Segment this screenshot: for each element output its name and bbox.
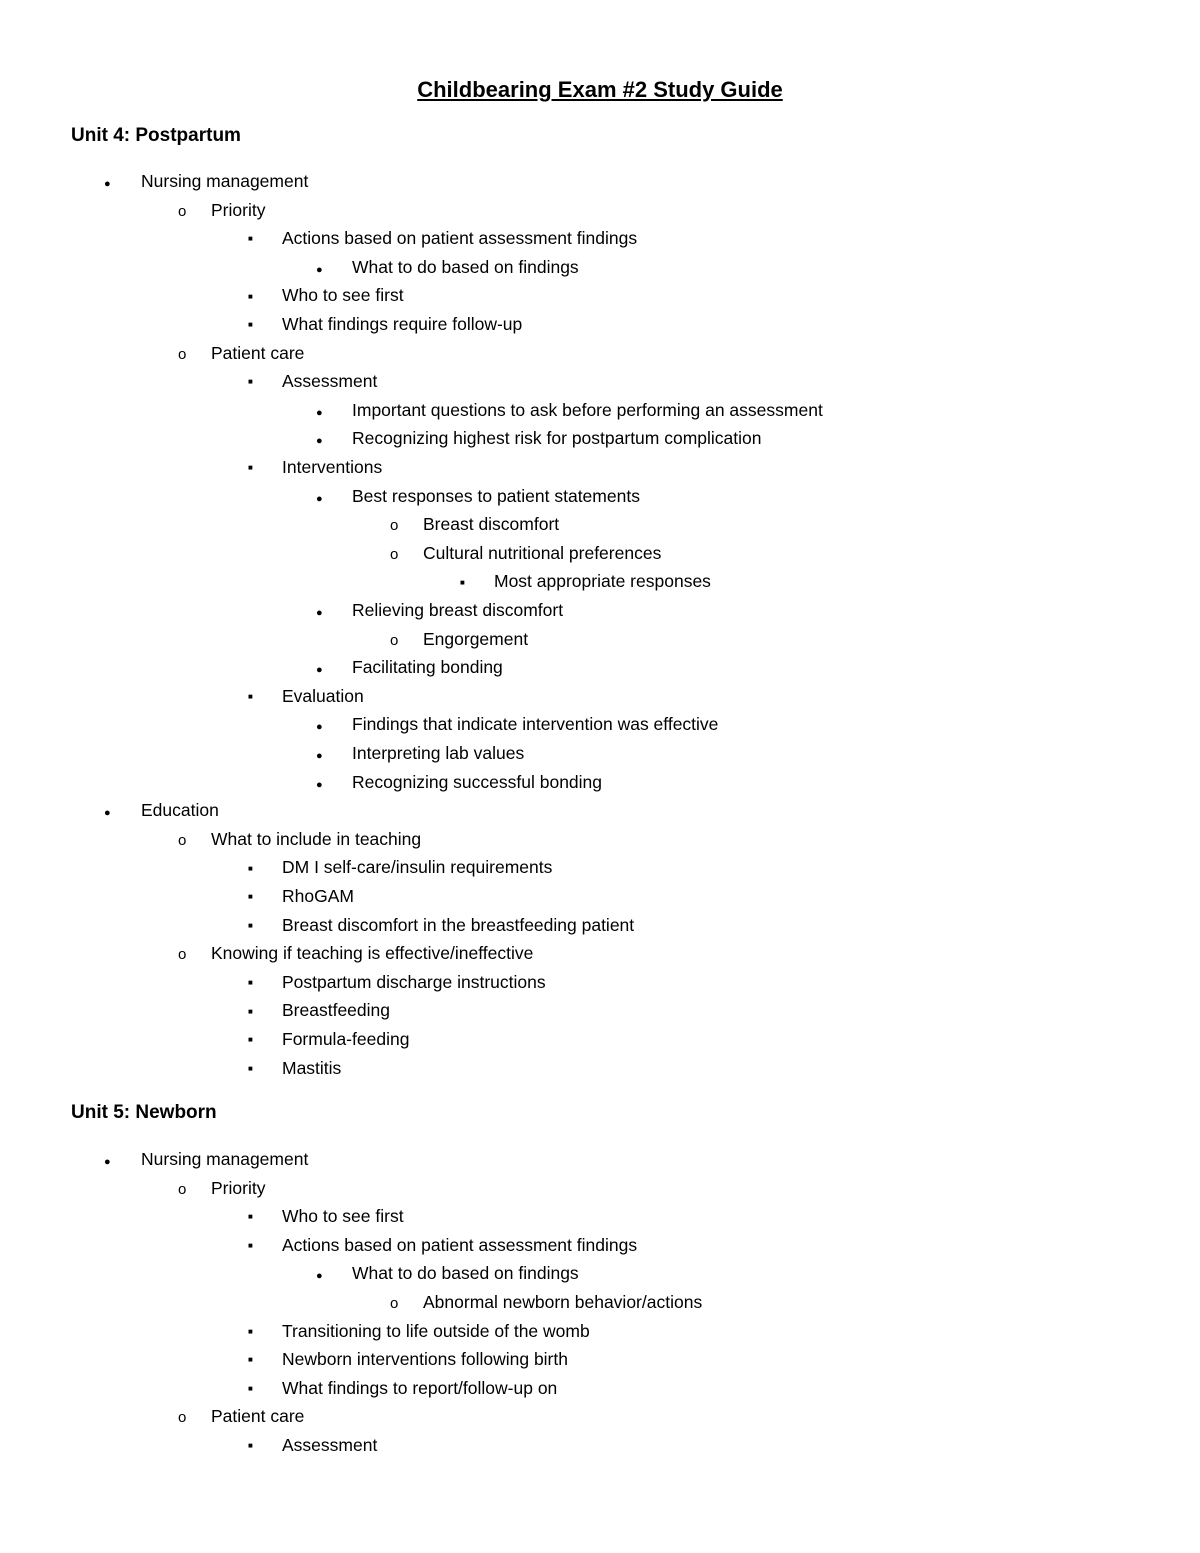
list-bullet-icon: [248, 1431, 253, 1461]
list-item: RhoGAM: [282, 886, 354, 906]
list-bullet-icon: [248, 1054, 253, 1084]
list-bullet-icon: [390, 625, 398, 656]
list-item: What to do based on findings: [352, 256, 579, 277]
list-item: Interventions: [282, 457, 383, 477]
list-item: Breastfeeding: [282, 1000, 390, 1021]
list-item: What to do based on findings: [352, 1263, 579, 1284]
list-item: Important questions to ask before performing an assessment: [352, 399, 823, 420]
list-bullet-icon: [248, 996, 253, 1026]
list-bullet-icon: [316, 596, 323, 628]
list-item: Nursing management: [141, 1149, 309, 1169]
list-bullet-icon: [178, 1402, 186, 1433]
list-item: Recognizing highest risk for postpartum complication: [352, 428, 762, 449]
list-item: Formula-feeding: [282, 1029, 410, 1049]
list-bullet-icon: [316, 253, 323, 285]
list-bullet-icon: [178, 939, 186, 970]
list-bullet-icon: [248, 281, 253, 311]
list-item: Interpreting lab values: [352, 743, 525, 763]
list-item: Engorgement: [423, 628, 529, 649]
list-bullet-icon: [316, 768, 323, 800]
list-item: Facilitating bonding: [352, 657, 503, 678]
list-item: Nursing management: [141, 171, 309, 191]
list-item: Who to see first: [282, 1206, 404, 1227]
section-heading: Unit 5: Newborn: [71, 1102, 217, 1123]
list-bullet-icon: [248, 1345, 253, 1375]
list-bullet-icon: [248, 310, 253, 340]
list-item: Most appropriate responses: [494, 571, 711, 592]
list-item: What findings require follow-up: [282, 314, 523, 334]
list-item: Relieving breast discomfort: [352, 600, 564, 620]
list-item: Breast discomfort in the breastfeeding patient: [282, 914, 635, 935]
document-title: Childbearing Exam #2 Study Guide: [417, 77, 783, 102]
list-bullet-icon: [248, 1317, 253, 1347]
list-bullet-icon: [316, 424, 323, 456]
list-item: Evaluation: [282, 685, 364, 706]
list-item: Cultural nutritional preferences: [423, 542, 662, 563]
list-bullet-icon: [248, 968, 253, 998]
list-item: Postpartum discharge instructions: [282, 971, 546, 992]
list-bullet-icon: [460, 567, 465, 597]
list-item: Patient care: [211, 1406, 305, 1427]
list-bullet-icon: [248, 453, 253, 483]
list-bullet-icon: [104, 167, 111, 199]
list-item: Transitioning to life outside of the womb: [282, 1320, 590, 1341]
list-bullet-icon: [316, 1259, 323, 1291]
list-bullet-icon: [248, 1025, 253, 1055]
list-item: Who to see first: [282, 285, 404, 306]
list-bullet-icon: [248, 224, 253, 254]
list-item: Abnormal newborn behavior/actions: [423, 1292, 703, 1312]
list-item: What findings to report/follow-up on: [282, 1377, 558, 1398]
list-item: What to include in teaching: [211, 828, 422, 849]
list-bullet-icon: [390, 1288, 398, 1319]
list-item: Newborn interventions following birth: [282, 1349, 568, 1370]
list-bullet-icon: [248, 1202, 253, 1232]
list-bullet-icon: [178, 825, 186, 856]
list-bullet-icon: [178, 339, 186, 370]
list-item: Priority: [211, 199, 266, 220]
list-bullet-icon: [248, 1374, 253, 1404]
list-item: Assessment: [282, 1435, 378, 1455]
list-bullet-icon: [248, 1231, 253, 1261]
list-item: Mastitis: [282, 1057, 342, 1078]
list-item: Best responses to patient statements: [352, 485, 640, 506]
list-item: Actions based on patient assessment findings: [282, 1234, 638, 1255]
list-item: Recognizing successful bonding: [352, 771, 603, 792]
list-bullet-icon: [390, 539, 398, 570]
list-bullet-icon: [390, 510, 398, 541]
list-bullet-icon: [104, 796, 111, 828]
section-heading: Unit 4: Postpartum: [71, 125, 241, 146]
list-bullet-icon: [248, 682, 253, 712]
list-bullet-icon: [248, 882, 253, 912]
list-item: Priority: [211, 1177, 266, 1198]
list-bullet-icon: [316, 396, 323, 428]
list-bullet-icon: [104, 1145, 111, 1177]
list-item: Breast discomfort: [423, 514, 560, 535]
list-item: Knowing if teaching is effective/ineffective: [211, 943, 534, 964]
list-bullet-icon: [248, 853, 253, 883]
list-item: Findings that indicate intervention was effective: [352, 714, 719, 735]
list-item: DM I self-care/insulin requirements: [282, 857, 553, 878]
list-item: Actions based on patient assessment findings: [282, 228, 638, 249]
list-bullet-icon: [316, 482, 323, 514]
list-bullet-icon: [316, 739, 323, 771]
list-item: Patient care: [211, 342, 305, 363]
list-bullet-icon: [178, 196, 186, 227]
list-bullet-icon: [178, 1174, 186, 1205]
list-bullet-icon: [248, 911, 253, 941]
list-item: Assessment: [282, 371, 378, 392]
list-bullet-icon: [248, 367, 253, 397]
list-item: Education: [141, 800, 219, 821]
list-bullet-icon: [316, 710, 323, 742]
list-bullet-icon: [316, 653, 323, 685]
